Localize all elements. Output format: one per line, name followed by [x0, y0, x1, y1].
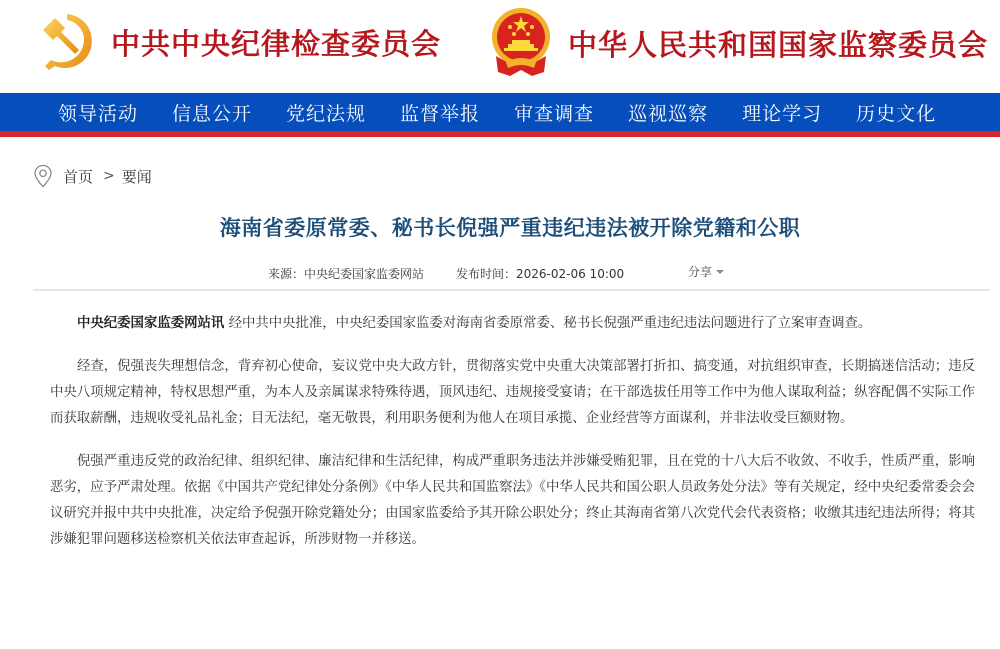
nav-item-leadership[interactable]: 领导活动 [58, 102, 139, 125]
article-meta [0, 263, 1000, 283]
national-emblem-icon [490, 6, 552, 80]
nav-stripe-divider [0, 131, 1000, 137]
nav-item-investigation[interactable]: 审查调查 [514, 102, 595, 125]
breadcrumb-current[interactable]: 要闻 [121, 167, 152, 186]
nav-item-regulations[interactable]: 党纪法规 [286, 102, 367, 125]
nav-item-theory[interactable]: 理论学习 [742, 102, 823, 125]
share-button[interactable] [688, 263, 724, 280]
nsc-title: 中华人民共和国国家监察委员会 [568, 27, 989, 62]
meta-divider [33, 289, 990, 291]
nsc-brand[interactable] [490, 6, 988, 80]
article-paragraph: 倪强严重违反党的政治纪律、组织纪律、廉洁纪律和生活纪律，构成严重职务违法并涉嫌受贿犯罪，且在党的十八大后不收敛、不收手，性质严重，影响恶劣，应予严肃处理。依据《中国共产党纪律处分条例》《中华人民共和国监察法》《中华人民共和国公职人员政务处分法》等有关规定，经中央纪委常委会会议研究并报中共中央批准，决定给予倪强开除党籍处分；由国家监委给予其开除公职处分；终止其海南省第八次党代会代表资格；收缴其违纪违法所得；将其涉嫌犯罪问题移送检察机关依法审查起诉，所涉财物一并移送。 [50, 454, 975, 547]
article-paragraph: 经查，倪强丧失理想信念，背弃初心使命，妄议党中央大政方针，贯彻落实党中央重大决策部署打折扣、搞变通，对抗组织审查，长期搞迷信活动；违反中央八项规定精神，特权思想严重，为本人及亲属谋求特殊待遇，顶风违纪、违规接受宴请；在干部选拔任用等工作中为他人谋取利益；纵容配偶不实际工作而获取薪酬，违规收受礼品礼金；目无法纪，毫无敬畏，利用职务便利为他人在项目承揽、企业经营等方面谋利，并非法收受巨额财物。 [50, 359, 975, 426]
nav-item-report[interactable]: 监督举报 [400, 102, 481, 125]
nav-item-inspection[interactable]: 巡视巡察 [628, 102, 709, 125]
share-label: 分享 [688, 265, 713, 279]
nav-item-history[interactable]: 历史文化 [856, 102, 937, 125]
article-source: 来源：中央纪委国家监委网站 [268, 267, 425, 281]
paragraph-text: 经中共中央批准，中央纪委国家监委对海南省委原常委、秘书长倪强严重违纪违法问题进行了立案审查调查。 [228, 316, 872, 331]
breadcrumb-home[interactable]: 首页 [63, 167, 94, 186]
caret-down-icon [716, 270, 724, 274]
ccdi-brand[interactable] [33, 8, 441, 76]
article-paragraph [50, 311, 975, 337]
breadcrumb [33, 164, 152, 188]
location-pin-icon [33, 164, 53, 188]
site-header [0, 0, 1000, 93]
article-publish-time: 发布时间：2026-02-06 10:00 [456, 267, 625, 281]
party-emblem-icon [33, 8, 101, 76]
breadcrumb-separator: > [103, 168, 115, 184]
nav-list [58, 93, 970, 131]
article-body [50, 311, 975, 570]
main-nav [0, 93, 1000, 131]
ccdi-title: 中共中央纪律检查委员会 [111, 26, 442, 61]
nav-item-disclosure[interactable]: 信息公开 [172, 102, 253, 125]
lead-source: 中央纪委国家监委网站讯 [77, 316, 225, 331]
article-title: 海南省委原常委、秘书长倪强严重违纪违法被开除党籍和公职 [219, 216, 801, 240]
